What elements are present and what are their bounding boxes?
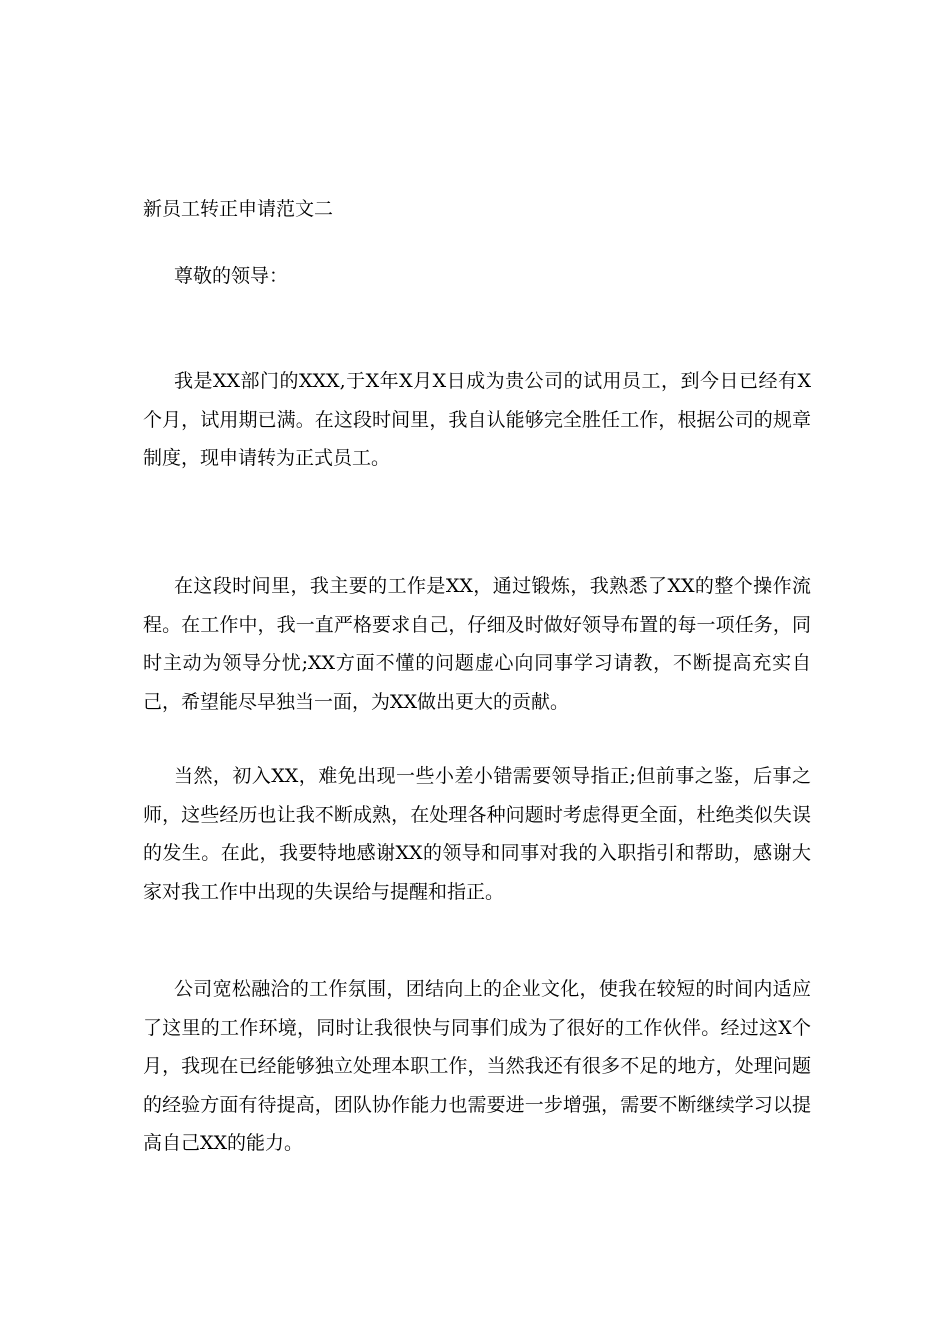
paragraph-3: 当然，初入XX，难免出现一些小差小错需要领导指正;但前事之鉴，后事之师，这些经历也让我不断成熟，在处理各种问题时考虑得更全面，杜绝类似失误的发生。在此，我要特地感谢XX的领导和同事对我的入职指引和帮助，感谢大家对我工作中出现的失误给与提醒和指正。 [143,765,811,903]
document-title: 新员工转正申请范文二 [143,198,334,220]
paragraph-4: 公司宽松融洽的工作氛围，团结向上的企业文化，使我在较短的时间内适应了这里的工作环境，同时让我很快与同事们成为了很好的工作伙伴。经过这X个月，我现在已经能够独立处理本职工作，当然我还有很多不足的地方，处理问题的经验方面有待提高，团队协作能力也需要进一步增强，需要不断继续学习以提高自己XX的能力。 [143,978,811,1154]
paragraph-1: 我是XX部门的XXX,于X年X月X日成为贵公司的试用员工，到今日已经有X个月，试用期已满。在这段时间里，我自认能够完全胜任工作，根据公司的规章制度，现申请转为正式员工。 [143,370,811,469]
paragraph-2: 在这段时间里，我主要的工作是XX，通过锻炼，我熟悉了XX的整个操作流程。在工作中，我一直严格要求自己，仔细及时做好领导布置的每一项任务，同时主动为领导分忧;XX方面不懂的问题虚心向同事学习请教，不断提高充实自己，希望能尽早独当一面，为XX做出更大的贡献。 [143,575,811,713]
salutation: 尊敬的领导： [174,265,289,287]
